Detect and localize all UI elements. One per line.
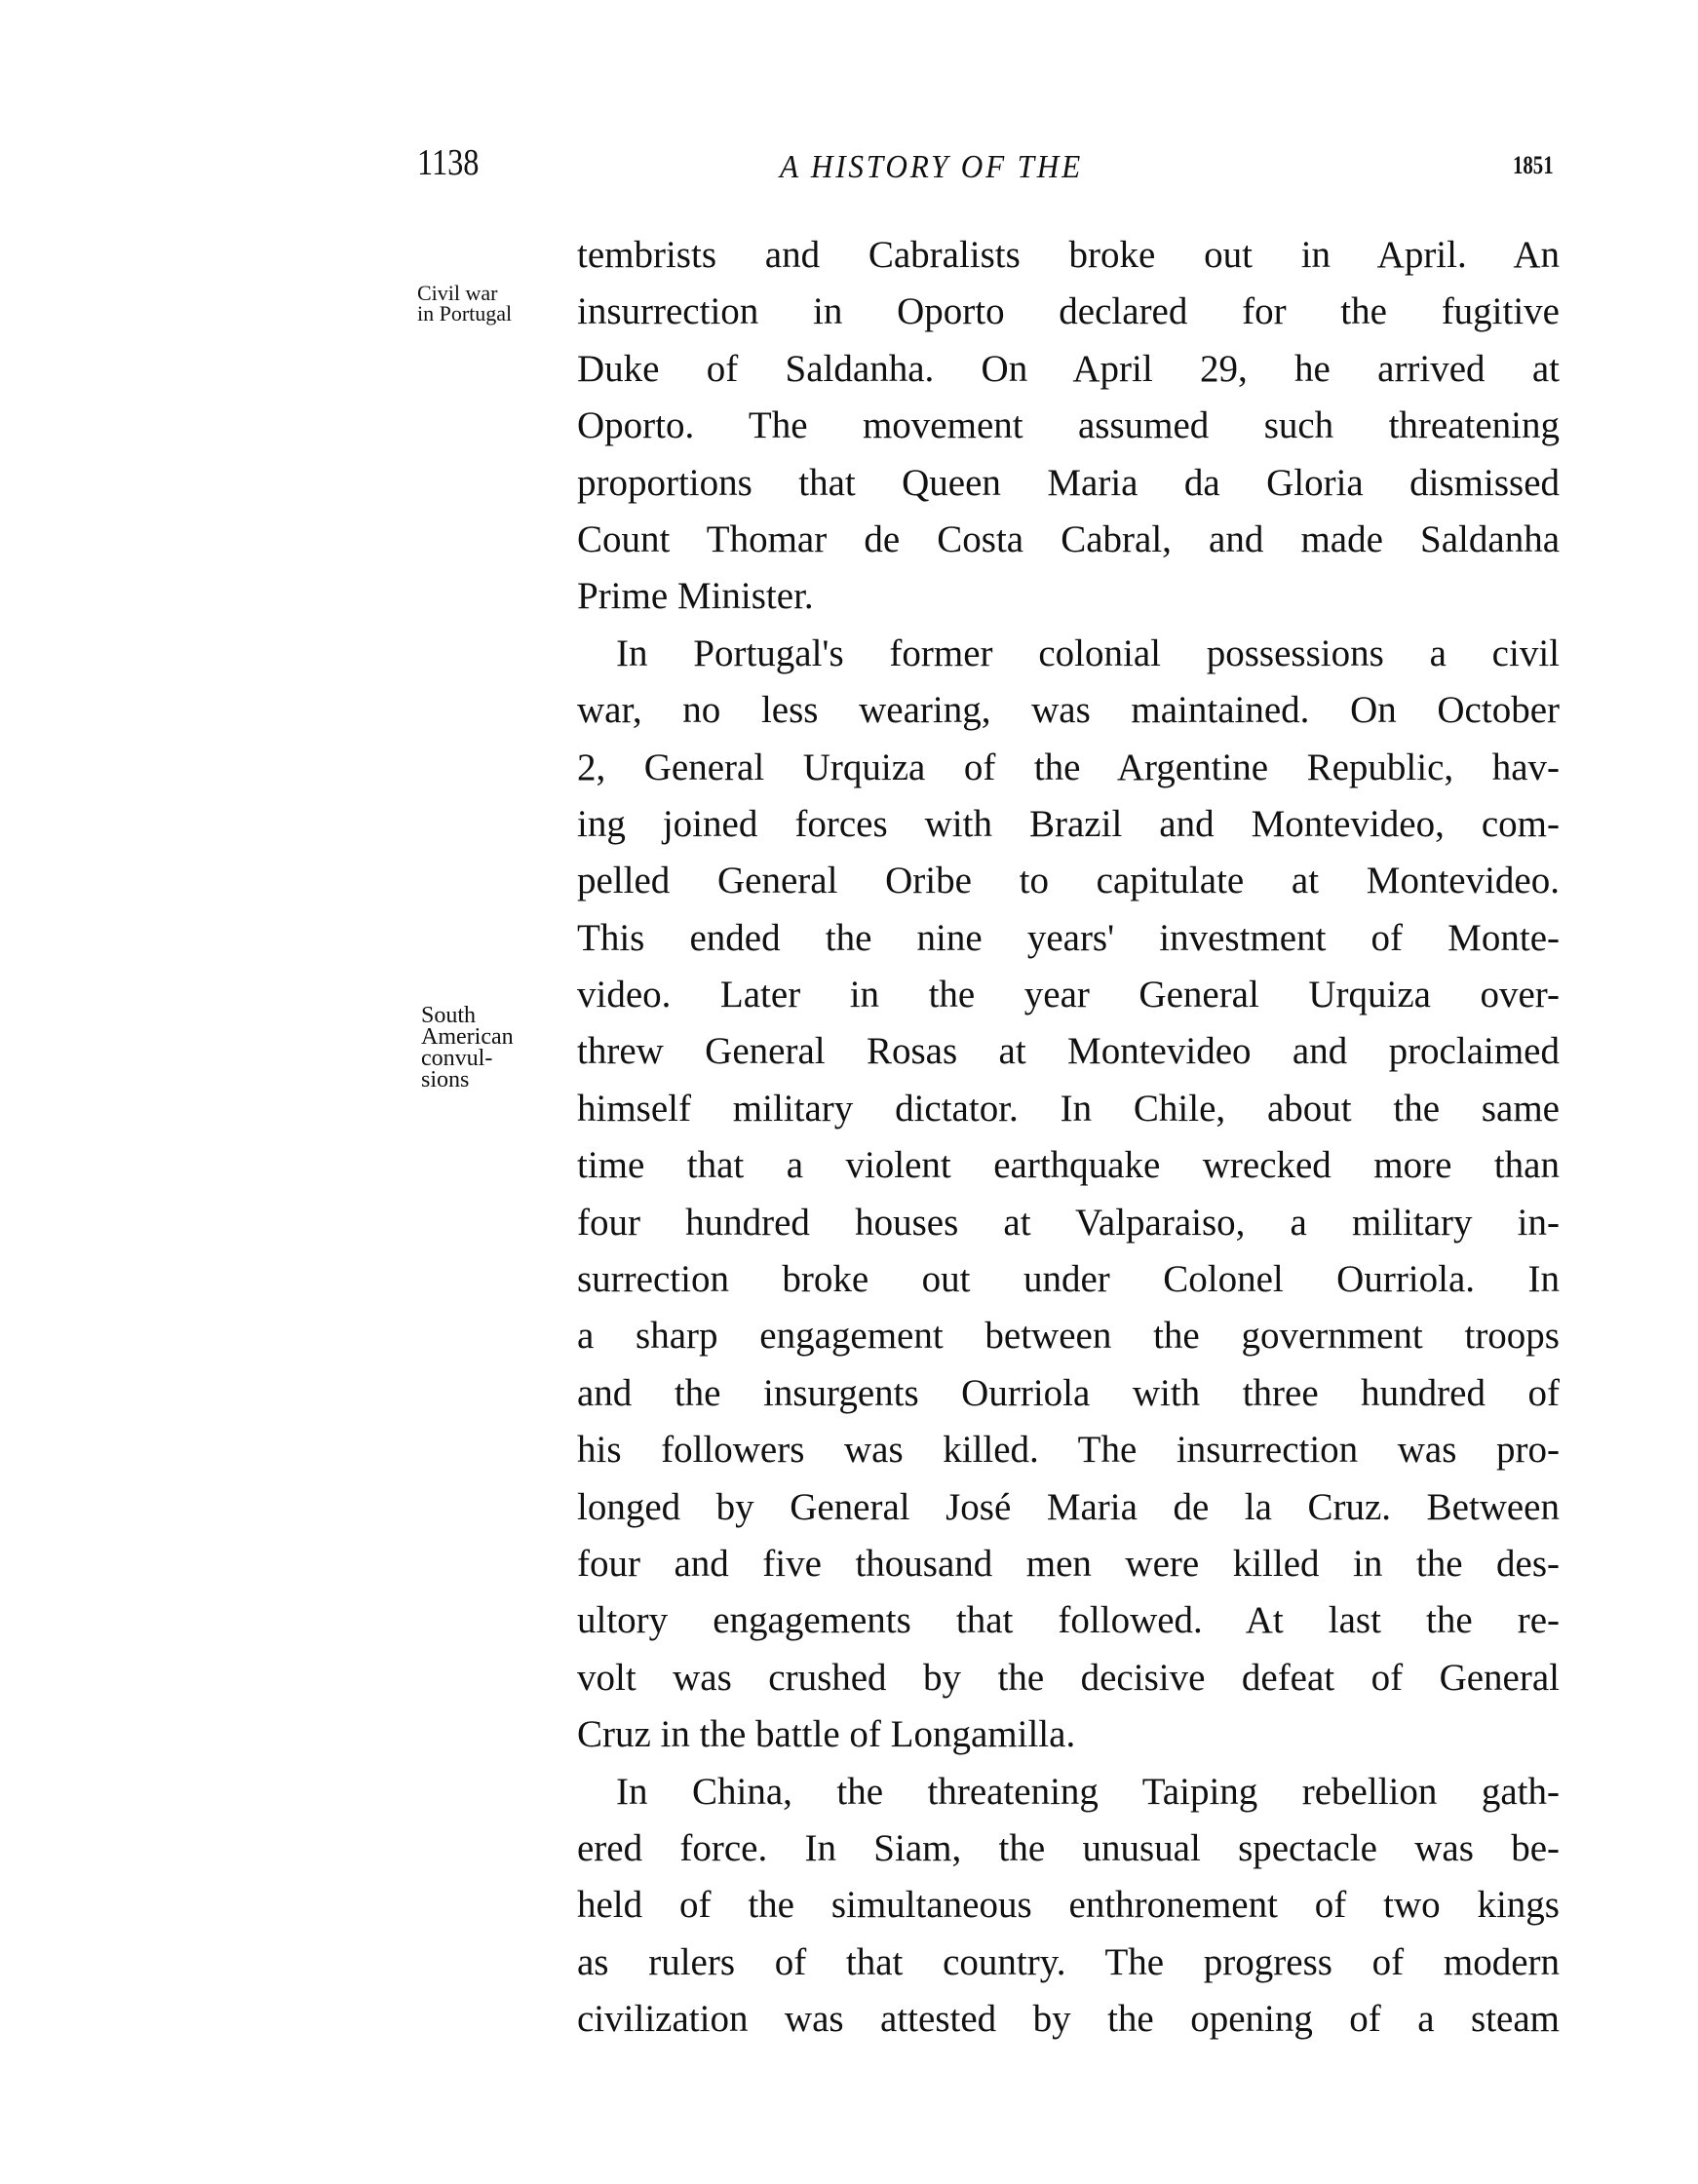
text-line: proportions that Queen Maria da Gloria dismissed — [577, 461, 1560, 504]
page-header — [0, 141, 1698, 200]
text-line: Count Thomar de Costa Cabral, and made Saldanha — [577, 517, 1560, 560]
paragraph-start-line: In Portugal's former colonial possessions a civil — [616, 632, 1560, 674]
text-line: time that a violent earthquake wrecked more than — [577, 1144, 1560, 1187]
margin-note-line: South — [421, 1003, 477, 1028]
text-line: himself military dictator. In Chile, about the same — [577, 1087, 1560, 1130]
body-text — [577, 227, 1560, 2049]
margin-note-line: convul- — [421, 1046, 493, 1071]
text-line: surrection broke out under Colonel Ourriola. In — [577, 1258, 1560, 1301]
page-number: 1138 — [417, 142, 480, 183]
text-line: four and five thousand men were killed in the des- — [577, 1542, 1560, 1585]
text-line: This ended the nine years' investment of Monte- — [577, 916, 1560, 959]
margin-note-civil-war — [417, 283, 512, 324]
margin-note-line: Civil war — [417, 281, 498, 305]
text-line: his followers was killed. The insurrection was pro- — [577, 1429, 1560, 1472]
text-line: longed by General José Maria de la Cruz. Between — [577, 1485, 1560, 1528]
text-line: Prime Minister. — [577, 575, 814, 618]
text-line: and the insurgents Ourriola with three hundred of — [577, 1371, 1560, 1414]
text-line: ing joined forces with Brazil and Montevideo, com- — [577, 802, 1560, 845]
text-line: held of the simultaneous enthronement of two kings — [577, 1884, 1560, 1927]
text-line: threw General Rosas at Montevideo and proclaimed — [577, 1030, 1560, 1073]
text-line: pelled General Oribe to capitulate at Montevideo. — [577, 860, 1560, 902]
running-title: A HISTORY OF THE — [780, 149, 1083, 185]
margin-note-south-american — [421, 1005, 514, 1091]
text-line: video. Later in the year General Urquiza over- — [577, 974, 1560, 1016]
text-line: ered force. In Siam, the unusual spectacle was be- — [577, 1826, 1560, 1869]
text-line: as rulers of that country. The progress of modern — [577, 1940, 1560, 1983]
text-line: insurrection in Oporto declared for the fugitive — [577, 290, 1560, 333]
text-line: civilization was attested by the opening of a steam — [577, 1998, 1560, 2041]
text-line: a sharp engagement between the government troops — [577, 1315, 1560, 1358]
text-line: ultory engagements that followed. At last the re- — [577, 1599, 1560, 1642]
year-label: 1851 — [1513, 151, 1554, 179]
margin-note-line: American — [421, 1024, 514, 1050]
text-line: tembrists and Cabralists broke out in April. An — [577, 234, 1560, 276]
text-line: volt was crushed by the decisive defeat of General — [577, 1656, 1560, 1699]
text-line: 2, General Urquiza of the Argentine Republic, hav- — [577, 746, 1560, 788]
text-line: Oporto. The movement assumed such threatening — [577, 404, 1560, 447]
text-line: Duke of Saldanha. On April 29, he arrived at — [577, 347, 1560, 390]
margin-note-line: sions — [421, 1067, 470, 1092]
paragraph-start-line: In China, the threatening Taiping rebellion gath- — [616, 1770, 1560, 1813]
text-line: war, no less wearing, was maintained. On October — [577, 689, 1560, 732]
margin-note-line: in Portugal — [417, 301, 513, 326]
text-line: four hundred houses at Valparaiso, a military in- — [577, 1201, 1560, 1244]
text-line: Cruz in the battle of Longamilla. — [577, 1713, 1076, 1756]
